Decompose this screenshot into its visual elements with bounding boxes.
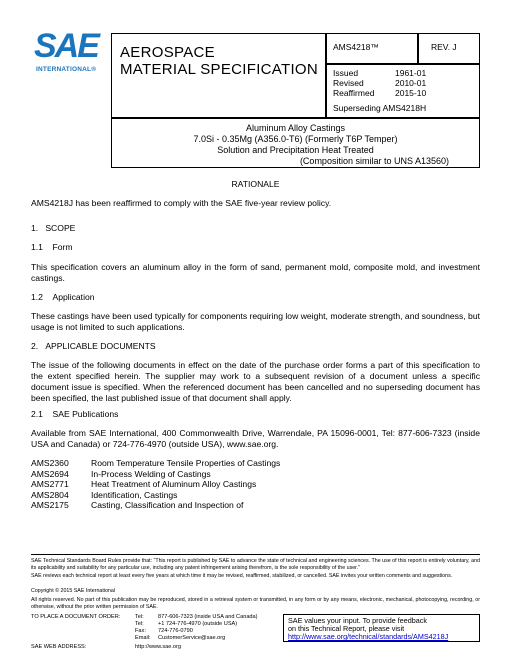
doc-code: AMS2175 <box>31 500 69 510</box>
subject-line-3: Solution and Precipitation Heat Treated <box>217 145 374 155</box>
feedback-line-2: on this Technical Report, please visit <box>288 624 405 633</box>
sae-logo <box>34 28 100 80</box>
web-label: SAE WEB ADDRESS: <box>31 644 87 650</box>
list-item <box>31 500 280 511</box>
subject-box <box>111 118 480 168</box>
doc-code: AMS2771 <box>31 479 69 489</box>
superseding: Superseding AMS4218H <box>333 103 427 113</box>
feedback-box <box>283 614 480 642</box>
doc-number: AMS4218™ <box>333 42 379 52</box>
order-label: TO PLACE A DOCUMENT ORDER: <box>31 614 121 620</box>
rationale-heading: RATIONALE <box>231 179 280 189</box>
title-line-1: AEROSPACE <box>120 44 215 61</box>
issued-date: 1961-01 <box>395 68 427 78</box>
footer-rules: SAE Technical Standards Board Rules provide that: “This report is published by SAE to advance the state of technical and engineering sciences. The use of this report is entirely voluntary, and its applicability and suitability for any particular use, including any patent infringement arising therefrom, is the sole responsibility of the user.” <box>31 558 480 571</box>
issued-label: Issued <box>333 68 359 78</box>
rationale-text: AMS4218J has been reaffirmed to comply with the SAE five-year review policy. <box>31 198 332 208</box>
subject-line-1: Aluminum Alloy Castings <box>245 123 346 133</box>
section-1-heading: 1. SCOPE <box>31 223 76 233</box>
section-2-heading: 2. APPLICABLE DOCUMENTS <box>31 341 156 351</box>
doc-title: Heat Treatment of Aluminum Alloy Castings <box>91 479 257 489</box>
section-2-1-text: Available from SAE International, 400 Commonwealth Drive, Warrendale, PA 15096-0001, Tel: 877-606-7323 (inside USA and Canada) or 724-776-4970 (outside USA), www.sae.org. <box>31 428 480 449</box>
doc-code: AMS2804 <box>31 489 69 500</box>
doc-number-box <box>326 33 418 64</box>
email-label: Email: <box>135 635 151 641</box>
reaffirmed-date: 2015-10 <box>395 88 427 98</box>
section-1-2-heading: 1.2 Application <box>31 292 95 302</box>
footer-rights: All rights reserved. No part of this publication may be reproduced, stored in a retrieval system or transmitted, in any form or by any means, electronic, mechanical, photocopying, recording, or otherwise, without the prior written permission of SAE. <box>31 597 480 610</box>
footer-copyright: Copyright © 2015 SAE International <box>31 588 115 594</box>
list-item <box>31 469 280 480</box>
dates-box <box>326 64 480 118</box>
section-1-2-text: These castings have been used typically for components requiring low weight, moderate strength, and soundness, but usage is not limited to such applications. <box>31 311 480 332</box>
footer-review: SAE reviews each technical report at least every five years at which time it may be revised, reaffirmed, stabilized, or cancelled. SAE invites your written comments and suggestions. <box>31 573 453 579</box>
reaffirmed-label: Reaffirmed <box>333 88 375 98</box>
subject-line-2: 7.0Si - 0.35Mg (A356.0-T6) (Formerly T6P Temper) <box>193 134 398 144</box>
footer-divider <box>31 554 480 555</box>
logo-text: SAE <box>34 27 98 65</box>
revision-box <box>418 33 480 64</box>
doc-title: Room Temperature Tensile Properties of Castings <box>91 458 281 468</box>
doc-code: AMS2360 <box>31 458 69 468</box>
feedback-link[interactable]: http://www.sae.org/technical/standards/AMS4218J <box>288 632 449 641</box>
document-list <box>31 458 280 511</box>
feedback-line-1: SAE values your input. To provide feedback <box>288 616 427 625</box>
list-item <box>31 490 280 501</box>
section-1-1-heading: 1.1 Form <box>31 242 73 252</box>
email-address[interactable]: CustomerService@sae.org <box>158 635 226 641</box>
fax-label: Fax: <box>135 628 146 634</box>
revised-label: Revised <box>333 78 364 88</box>
list-item <box>31 458 280 469</box>
list-item <box>31 479 280 490</box>
doc-title: Identification, Castings <box>91 489 178 500</box>
tel-inside: 877-606-7323 (inside USA and Canada) <box>158 614 258 620</box>
doc-title: In-Process Welding of Castings <box>91 468 211 479</box>
doc-title: Casting, Classification and Inspection of <box>91 500 244 510</box>
tel2-label: Tel: <box>135 621 144 627</box>
title-line-2: MATERIAL SPECIFICATION <box>120 61 319 78</box>
section-2-text: The issue of the following documents in effect on the date of the purchase order forms a part of this specification to the extent specified herein. The supplier may work to a subsequent revision of a document unless a specific document issue is specified. When the referenced document has been cancelled and no superseding document has been specified, the last published issue of that document shall apply. <box>31 360 480 403</box>
web-address[interactable]: http://www.sae.org <box>135 644 182 650</box>
revised-date: 2010-01 <box>395 78 427 88</box>
revision: REV. J <box>431 42 457 52</box>
subject-line-4: (Composition similar to UNS A13560) <box>299 156 449 166</box>
section-1-1-text: This specification covers an aluminum alloy in the form of sand, permanent mold, composite mold, and investment castings. <box>31 262 480 283</box>
doc-code: AMS2694 <box>31 468 69 479</box>
tel-label: Tel: <box>135 614 144 620</box>
fax-number: 724-776-0790 <box>158 628 193 634</box>
title-box <box>111 33 326 118</box>
tel-outside: +1 724-776-4970 (outside USA) <box>158 621 238 627</box>
logo-subtext: INTERNATIONAL® <box>36 66 97 73</box>
section-2-1-heading: 2.1 SAE Publications <box>31 409 119 419</box>
